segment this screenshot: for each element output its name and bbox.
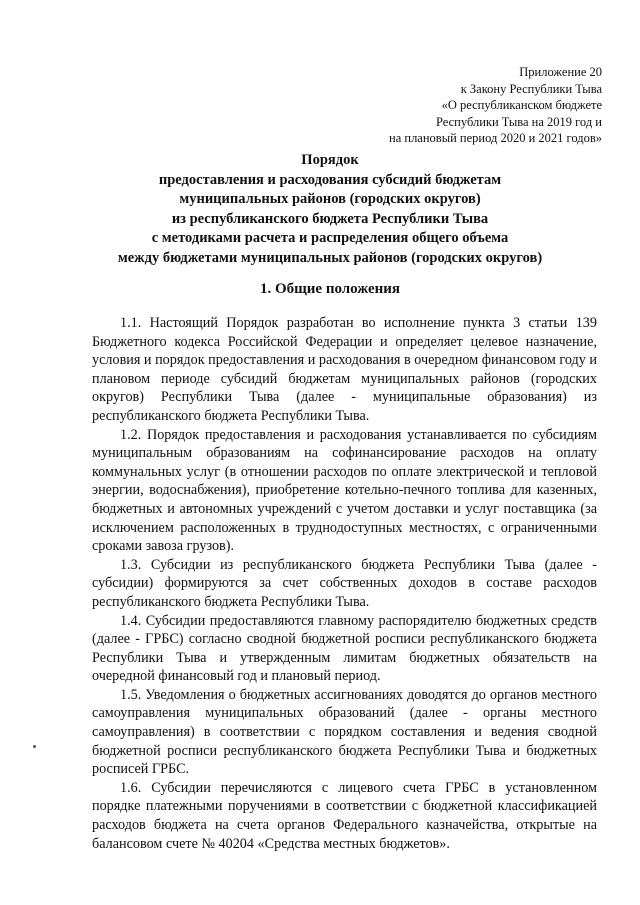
paragraph-1-4: 1.4. Субсидии предоставляются главному распорядителю бюджетных средств (далее - ГРБС) согласно сводной бюджетной росписи республиканского бюджета Республики Тыва и утвержденным лимитам бюджетных обязательств на очередной финансовый год и плановый период. bbox=[92, 612, 597, 685]
paragraph-1-3: 1.3. Субсидии из республиканского бюджета Республики Тыва (далее - субсидии) формируются за счет собственных доходов в составе расходов республиканского бюджета Республики Тыва. bbox=[92, 556, 597, 610]
scan-speck bbox=[33, 745, 36, 748]
title-line: из республиканского бюджета Республики Тыва bbox=[171, 210, 489, 227]
appendix-line: на плановый период 2020 и 2021 годов» bbox=[389, 131, 602, 145]
title-line: предоставления и расходования субсидий бюджетам bbox=[158, 171, 502, 188]
title-line: с методиками расчета и распределения общего объема bbox=[151, 230, 509, 246]
title-line: Порядок bbox=[301, 152, 359, 168]
section-heading: 1. Общие положения bbox=[259, 281, 401, 297]
title-line: между бюджетами муниципальных районов (городских округов) bbox=[117, 249, 543, 266]
paragraph-1-6: 1.6. Субсидии перечисляются с лицевого счета ГРБС в установленном порядке платежными поручениями в соответствии с бюджетной классификацией расходов бюджета на счета органов Федерального казначейства, открытые на балансовом счете № 40204 «Средства местных бюджетов». bbox=[92, 779, 597, 852]
document-title bbox=[60, 151, 600, 268]
appendix-note bbox=[302, 64, 602, 147]
document-body bbox=[92, 314, 597, 853]
appendix-line: Республики Тыва на 2019 год и bbox=[435, 114, 602, 129]
appendix-line: к Закону Республики Тыва bbox=[460, 81, 602, 96]
appendix-line: Приложение 20 bbox=[519, 65, 602, 79]
paragraph-1-1: 1.1. Настоящий Порядок разработан во исполнение пункта 3 статьи 139 Бюджетного кодекса Российской Федерации и определяет целевое назначение, условия и порядок предоставления и расходования в очередном финансовом году и плановом периоде субсидий бюджетам муниципальных районов (городских округов) Республики Тыва (далее - муниципальные образования) из республиканского бюджета Республики Тыва. bbox=[92, 315, 597, 424]
paragraph-1-5: 1.5. Уведомления о бюджетных ассигнованиях доводятся до органов местного самоуправления муниципальных образований (далее - органы местного самоуправления) в соответствии с порядком составления и ведения сводной бюджетной росписи республиканского бюджета Республики Тыва и бюджетных росписей ГРБС. bbox=[92, 686, 597, 778]
paragraph-1-2: 1.2. Порядок предоставления и расходования устанавливается по субсидиям муниципальным образованиям на софинансирование расходов на оплату коммунальных услуг (в отношении расходов по оплате электрической и тепловой энергии, водоснабжения), приобретение котельно-печного топлива для казенных, бюджетных и автономных учреждений с учетом доставки и услуг поставщика (за исключением расположенных в труднодоступных местностях, с ограниченными сроками завоза грузов). bbox=[92, 426, 597, 555]
appendix-line: «О республиканском бюджете bbox=[441, 98, 602, 112]
title-line: муниципальных районов (городских округов) bbox=[179, 191, 481, 207]
